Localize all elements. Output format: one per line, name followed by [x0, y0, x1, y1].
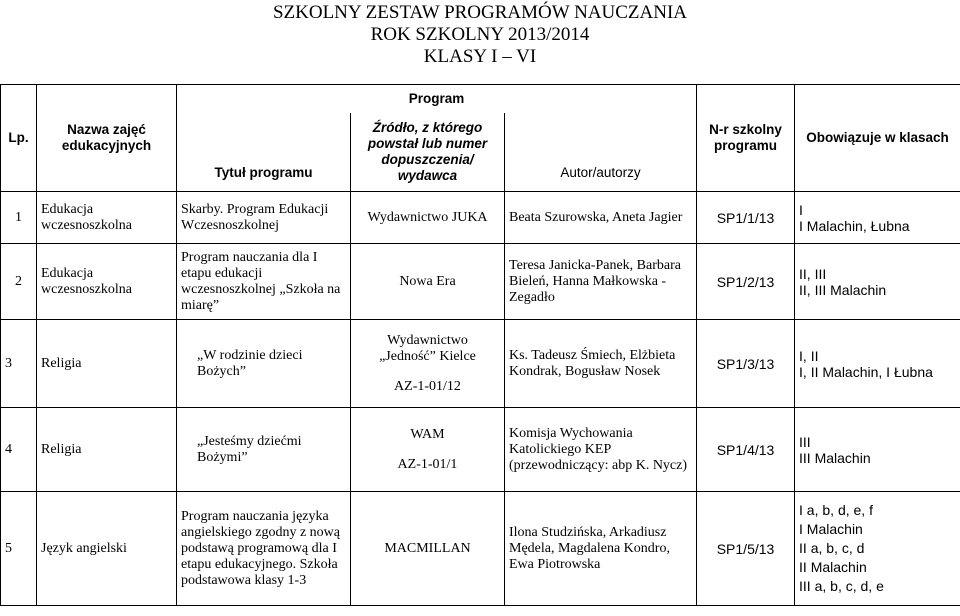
row-source-line: „Jedność” Kielce: [379, 348, 476, 364]
row-authors: Ilona Studzińska, Arkadiusz Mędela, Magdalena Kondro, Ewa Piotrowska: [505, 492, 697, 606]
row-source-line: Wydawnictwo JUKA: [367, 209, 488, 225]
row-classes: [795, 192, 960, 244]
row-lp: 2: [1, 244, 37, 320]
row-source: [351, 320, 505, 408]
row-authors: Ks. Tadeusz Śmiech, Elżbieta Kondrak, Bogusław Nosek: [505, 320, 697, 408]
row-classes-line: I, II Malachin, I Łubna: [799, 363, 933, 380]
row-title: Skarby. Program Edukacji Wczesnoszkolnej: [177, 192, 351, 244]
row-lp: 3: [1, 320, 37, 408]
row-title: „W rodzinie dzieci Bożych”: [177, 320, 351, 408]
header-title: Tytuł programu: [177, 113, 351, 192]
row-classes-line: II, III Malachin: [799, 281, 887, 298]
row-number: SP1/1/13: [697, 192, 795, 244]
row-source-line: Wydawnictwo: [387, 332, 468, 348]
document-title-line-1: SZKOLNY ZESTAW PROGRAMÓW NAUCZANIA: [272, 2, 688, 23]
row-lp: 5: [1, 492, 37, 606]
table-row: [1, 408, 960, 492]
row-classes-line: I Malachin, Łubna: [799, 217, 910, 234]
table-row: [1, 492, 960, 606]
row-classes-line: II, III: [799, 265, 827, 282]
table-row: [1, 192, 960, 244]
row-lp: 4: [1, 408, 37, 492]
row-source-line: Nowa Era: [399, 273, 456, 289]
row-source: [351, 492, 505, 606]
row-title: Program nauczania dla I etapu edukacji wczesnoszkolnej „Szkoła na miarę”: [177, 244, 351, 320]
row-classes-line: II a, b, c, d: [799, 540, 865, 556]
header-number: N-r szkolny programu: [697, 85, 795, 192]
row-classes: [795, 244, 960, 320]
header-lp: Lp.: [1, 85, 37, 192]
program-table: [0, 84, 960, 606]
table-row: [1, 244, 960, 320]
row-subject: Edukacja wczesnoszkolna: [37, 192, 177, 244]
row-subject: Język angielski: [37, 492, 177, 606]
row-classes-line: III Malachin: [799, 449, 871, 466]
row-source-line: AZ-1-01/12: [394, 378, 461, 394]
document-title-line-3: KLASY I – VI: [423, 46, 537, 67]
row-source: [351, 192, 505, 244]
row-title: „Jesteśmy dziećmi Bożymi”: [177, 408, 351, 492]
document-title-line-2: ROK SZKOLNY 2013/2014: [370, 24, 590, 45]
row-number: SP1/5/13: [697, 492, 795, 606]
row-title: Program nauczania języka angielskiego zgodny z nową podstawą programową dla I etapu edukacyjnego. Szkoła podstawowa klasy 1-3: [177, 492, 351, 606]
row-lp: 1: [1, 192, 37, 244]
row-classes-line: I, II: [799, 347, 819, 364]
header-source: Źródło, z którego powstał lub numer dopuszczenia/ wydawca: [351, 113, 505, 192]
row-authors: Teresa Janicka-Panek, Barbara Bieleń, Hanna Małkowska - Zegadło: [505, 244, 697, 320]
row-number: SP1/2/13: [697, 244, 795, 320]
row-authors: Beata Szurowska, Aneta Jagier: [505, 192, 697, 244]
header-classes: Obowiązuje w klasach: [795, 85, 960, 192]
header-authors: Autor/autorzy: [505, 113, 697, 192]
row-number: SP1/3/13: [697, 320, 795, 408]
table-row: [1, 320, 960, 408]
row-classes: [795, 492, 960, 606]
row-subject: Edukacja wczesnoszkolna: [37, 244, 177, 320]
header-subject: Nazwa zajęć edukacyjnych: [37, 85, 177, 192]
row-subject: Religia: [37, 408, 177, 492]
row-source: [351, 408, 505, 492]
row-source-line: MACMILLAN: [384, 540, 471, 556]
row-classes-line: II Malachin: [799, 559, 867, 575]
row-classes: [795, 320, 960, 408]
row-classes-line: I a, b, d, e, f: [799, 502, 873, 518]
row-classes-line: I: [799, 201, 803, 218]
row-classes: [795, 408, 960, 492]
row-classes-line: III: [799, 433, 811, 450]
row-classes-line: I Malachin: [799, 521, 863, 537]
row-authors: Komisja Wychowania Katolickiego KEP (przewodniczący: abp K. Nycz): [505, 408, 697, 492]
row-source-spacer: [355, 443, 500, 457]
header-program-group: Program: [177, 85, 697, 113]
row-subject: Religia: [37, 320, 177, 408]
row-source-line: WAM: [410, 426, 445, 442]
row-source-spacer: [355, 365, 500, 379]
row-classes-line: III a, b, c, d, e: [799, 578, 884, 594]
row-number: SP1/4/13: [697, 408, 795, 492]
row-source: [351, 244, 505, 320]
row-source-line: AZ-1-01/1: [397, 456, 458, 472]
